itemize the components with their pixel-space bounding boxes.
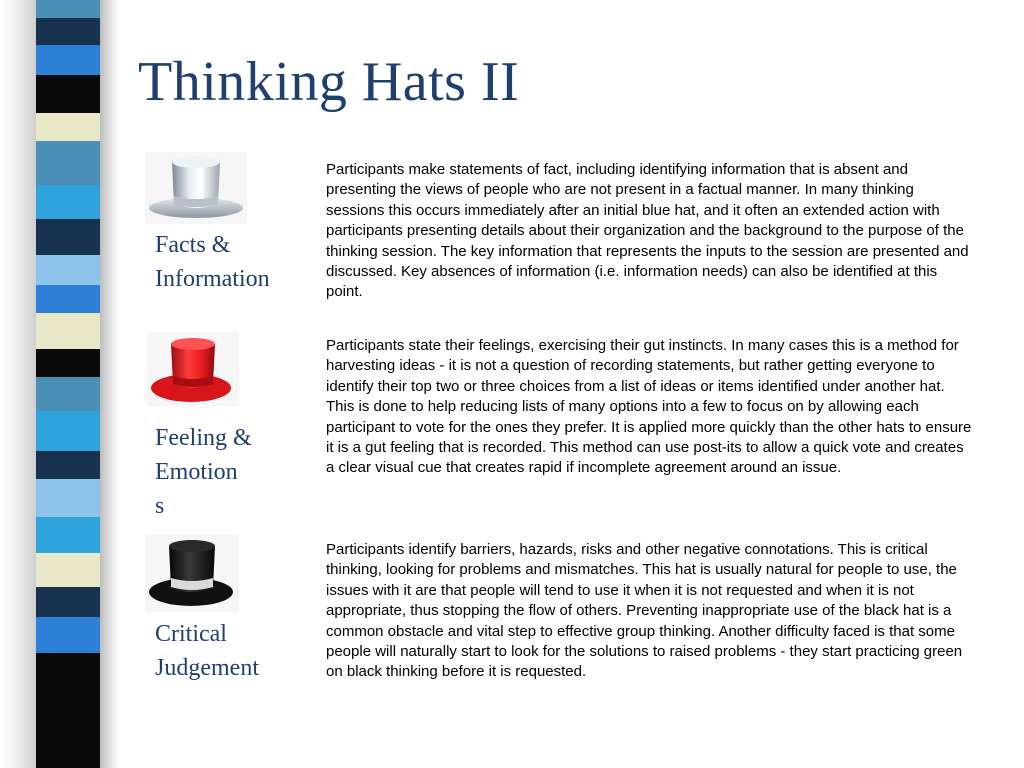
stripe-block xyxy=(36,113,100,141)
stripe-block xyxy=(36,349,100,377)
stripe-block xyxy=(36,517,100,553)
stripe-block xyxy=(36,255,100,285)
hat-label-critical xyxy=(155,617,259,685)
hat-description-facts: Participants make statements of fact, including identifying information that is absent and presenting the views of people who are not present in a factual manner. In many thinking sessions this occurs immediately after an initial blue hat, and it often an extended action with participants presenting details about their organization and the background to the purpose of the thinking session. The key information that represents the inputs to the session are presented and discussed. Key absences of information (i.e. information needs) can also be identified at this point. xyxy=(326,161,969,301)
stripe-block xyxy=(36,75,100,113)
hat-label-line: Judgement xyxy=(155,655,259,681)
stripe-block xyxy=(36,377,100,411)
stripe-block xyxy=(36,617,100,653)
stripe-shadow-right xyxy=(100,0,120,768)
stripe-block xyxy=(36,451,100,479)
decorative-stripe xyxy=(36,0,100,768)
stripe-block xyxy=(36,0,100,18)
red-top-hat-icon xyxy=(147,332,239,406)
stripe-block xyxy=(36,553,100,587)
stripe-block xyxy=(36,653,100,768)
stripe-block xyxy=(36,411,100,451)
stripe-shadow-left xyxy=(0,0,36,768)
hat-label-line: Critical xyxy=(155,621,227,647)
stripe-block xyxy=(36,479,100,517)
stripe-block xyxy=(36,219,100,255)
stripe-block xyxy=(36,185,100,219)
stripe-block xyxy=(36,18,100,45)
slide-title: Thinking Hats II xyxy=(138,51,520,113)
stripe-block xyxy=(36,141,100,185)
white-top-hat-icon xyxy=(145,152,247,224)
hat-description-feeling: Participants state their feelings, exercising their gut instincts. In many cases this is a method for harvesting ideas - it is not a question of recording statements, but rather getting everyone to identify their top two or three choices from a list of ideas or items identified under another hat. This is done to help reducing lists of many options into a few to focus on by allowing each participant to vote for the ones they prefer. It is applied more quickly than the other hats to ensure it is a gut feeling that is recorded. This method can use post-its to allow a quick vote and creates a clear visual cue that creates rapid if incomplete agreement around an issue. xyxy=(326,337,972,477)
hat-label-line: s xyxy=(155,493,165,519)
hat-label-line: Information xyxy=(155,266,270,292)
black-top-hat-icon xyxy=(145,534,239,612)
stripe-block xyxy=(36,45,100,75)
stripe-block xyxy=(36,313,100,349)
hat-label-line: Feeling & xyxy=(155,425,252,451)
hat-label-feeling xyxy=(155,421,252,523)
stripe-block xyxy=(36,285,100,313)
hat-description-critical: Participants identify barriers, hazards, risks and other negative connotations. This is critical thinking, looking for problems and mismatches. This hat is usually natural for people to use, the issues with it are that people will tend to use it when it is not requested and when it is not appropriate, thus stopping the flow of others. Preventing inappropriate use of the black hat is a common obstacle and vital step to effective group thinking. Another difficulty faced is that some people will naturally start to look for the solutions to raised problems - they start practicing green on black thinking before it is requested. xyxy=(326,541,963,681)
hat-label-facts xyxy=(155,228,270,296)
hat-label-line: Facts & xyxy=(155,232,231,258)
hat-label-line: Emotion xyxy=(155,459,238,485)
stripe-block xyxy=(36,587,100,617)
